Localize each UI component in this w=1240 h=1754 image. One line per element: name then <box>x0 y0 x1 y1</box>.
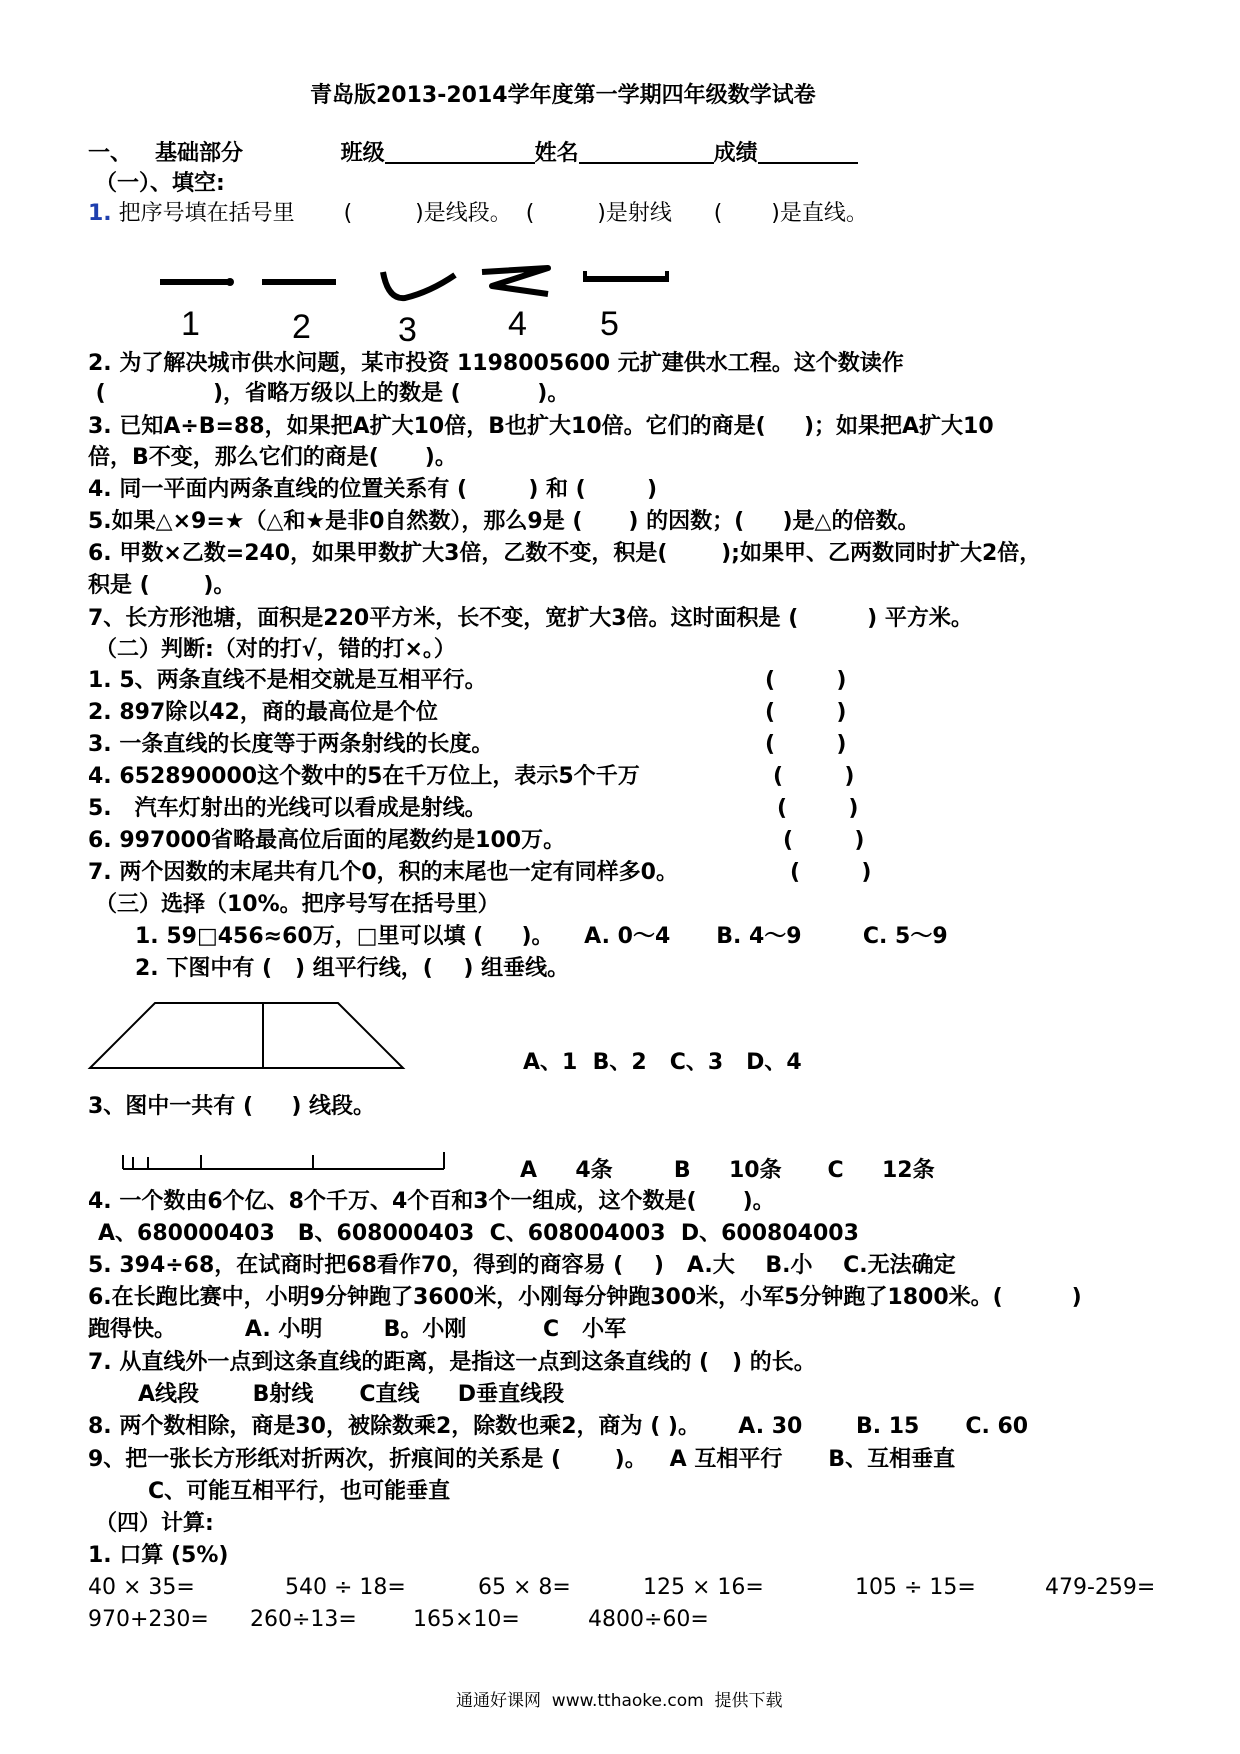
fill-q2-line1: 2. 为了解决城市供水问题，某市投资 1198005600 元扩建供水工程。这个数读作 <box>88 351 904 376</box>
choice-q4-options: A、680000403 B、608000403 C、608004003 D、600804003 <box>98 1221 859 1246</box>
calc-item: 260÷13= <box>250 1607 357 1632</box>
fill-q1-number: 1. <box>88 201 112 226</box>
calc-item: 105 ÷ 15= <box>855 1575 976 1600</box>
exam-title: 青岛版2013-2014学年度第一学期四年级数学试卷 <box>310 83 816 108</box>
judge-heading: （二）判断:（对的打√，错的打×。） <box>95 637 456 662</box>
fill-q1-text: 把序号填在括号里 ( )是线段。 ( )是射线 ( )是直线。 <box>111 201 868 226</box>
fill-q2-line2: ( )，省略万级以上的数是 ( )。 <box>88 381 570 406</box>
calc-item: 540 ÷ 18= <box>285 1575 406 1600</box>
judge-item-text: 2. 897除以42，商的最高位是个位 <box>88 700 438 725</box>
fill-q6-line2: 积是 ( )。 <box>88 573 236 598</box>
judge-item-text: 7. 两个因数的末尾共有几个0，积的末尾也一定有同样多0。 <box>88 860 678 885</box>
choice-q7-options: A线段 B射线 C直线 D垂直线段 <box>138 1382 565 1407</box>
figure-label-2: 2 <box>292 308 311 346</box>
calc-item: 970+230= <box>88 1607 209 1632</box>
judge-blank-2: ( ) <box>765 700 847 725</box>
choice-q6-line1: 6.在长跑比赛中，小明9分钟跑了3600米，小刚每分钟跑300米，小军5分钟跑了1800米。( ) <box>88 1285 1082 1310</box>
choice-q6-line2: 跑得快。 A. 小明 B。小刚 C 小军 <box>88 1317 627 1342</box>
calc-item: 4800÷60= <box>588 1607 709 1632</box>
judge-blank-7: ( ) <box>790 860 872 885</box>
judge-blank-3: ( ) <box>765 732 847 757</box>
choice-q9: 9、把一张长方形纸对折两次，折痕间的关系是 ( )。 A 互相平行 B、互相垂直 <box>88 1447 956 1472</box>
figure-label-4: 4 <box>508 305 527 343</box>
judge-blank-6: ( ) <box>783 828 865 853</box>
choice-q3-options: A 4条 B 10条 C 12条 <box>520 1158 935 1183</box>
judge-item-text: 3. 一条直线的长度等于两条射线的长度。 <box>88 732 494 757</box>
calc-heading: （四）计算: <box>95 1511 214 1536</box>
calc-item: 125 × 16= <box>643 1575 764 1600</box>
choice-q5: 5. 394÷68，在试商时把68看作70，得到的商容易 ( ) A.大 B.小 C.无法确定 <box>88 1253 956 1278</box>
figure-label-1: 1 <box>181 305 200 343</box>
choice-q4: 4. 一个数由6个亿、8个千万、4个百和3个一组成，这个数是( )。 <box>88 1189 775 1214</box>
choice-q2-options: A、1 B、2 C、3 D、4 <box>523 1050 802 1075</box>
judge-item-text: 6. 997000省略最高位后面的尾数约是100万。 <box>88 828 566 853</box>
fill-q7: 7、长方形池塘，面积是220平方米，长不变，宽扩大3倍。这时面积是 ( ) 平方米。 <box>88 606 973 631</box>
calc-item: 479-259= <box>1045 1575 1156 1600</box>
choice-q3: 3、图中一共有 ( ) 线段。 <box>88 1094 376 1119</box>
judge-item-text: 5. 汽车灯射出的光线可以看成是射线。 <box>88 796 487 821</box>
fill-q5: 5.如果△×9=★（△和★是非0自然数），那么9是 ( ) 的因数；( )是△的倍数。 <box>88 509 920 534</box>
choice-q8: 8. 两个数相除，商是30，被除数乘2，除数也乘2，商为 ( )。 A. 30 B. 15 C. 60 <box>88 1414 1029 1439</box>
choice-q9-line2: C、可能互相平行，也可能垂直 <box>148 1479 451 1504</box>
judge-blank-1: ( ) <box>765 668 847 693</box>
score-label: 成绩 <box>713 141 758 166</box>
choice-q2: 2. 下图中有 ( ) 组平行线，( ) 组垂线。 <box>135 956 570 981</box>
fill-q6-line1: 6. 甲数×乙数=240，如果甲数扩大3倍，乙数不变，积是( );如果甲、乙两数同时扩大2倍， <box>88 541 1042 566</box>
judge-blank-4: ( ) <box>773 764 855 789</box>
figure-label-5: 5 <box>600 305 619 343</box>
fill-heading: （一）、填空: <box>95 171 225 196</box>
judge-blank-5: ( ) <box>777 796 859 821</box>
judge-item-text: 1. 5、两条直线不是相交就是互相平行。 <box>88 668 487 693</box>
calc-sub1: 1. 口算 (5%) <box>88 1543 229 1568</box>
fill-q4: 4. 同一平面内两条直线的位置关系有 ( ) 和 ( ) <box>88 477 658 502</box>
choice-q7: 7. 从直线外一点到这条直线的距离，是指这一点到这条直线的 ( ) 的长。 <box>88 1350 816 1375</box>
fill-q3-line2: 倍，B不变，那么它们的商是( )。 <box>88 445 457 470</box>
fill-q3-line1: 3. 已知A÷B=88，如果把A扩大10倍，B也扩大10倍。它们的商是( )；如果把A扩大10 <box>88 414 994 439</box>
class-label: 班级 <box>340 141 385 166</box>
judge-item-text: 4. 652890000这个数中的5在千万位上，表示5个千万 <box>88 764 640 789</box>
page-footer: 通通好课网 www.tthaoke.com 提供下载 <box>456 1691 783 1711</box>
calc-item: 165×10= <box>413 1607 520 1632</box>
choice-q1: 1. 59□456≈60万，□里可以填 ( )。 A. 0～4 B. 4～9 C. 5～9 <box>135 924 948 949</box>
calc-item: 40 × 35= <box>88 1575 195 1600</box>
choice-heading: （三）选择（10%。把序号写在括号里） <box>95 892 500 917</box>
name-label: 姓名 <box>534 141 579 166</box>
figure-label-3: 3 <box>398 311 417 349</box>
calc-item: 65 × 8= <box>478 1575 571 1600</box>
section-heading: 一、 基础部分 <box>88 141 243 166</box>
